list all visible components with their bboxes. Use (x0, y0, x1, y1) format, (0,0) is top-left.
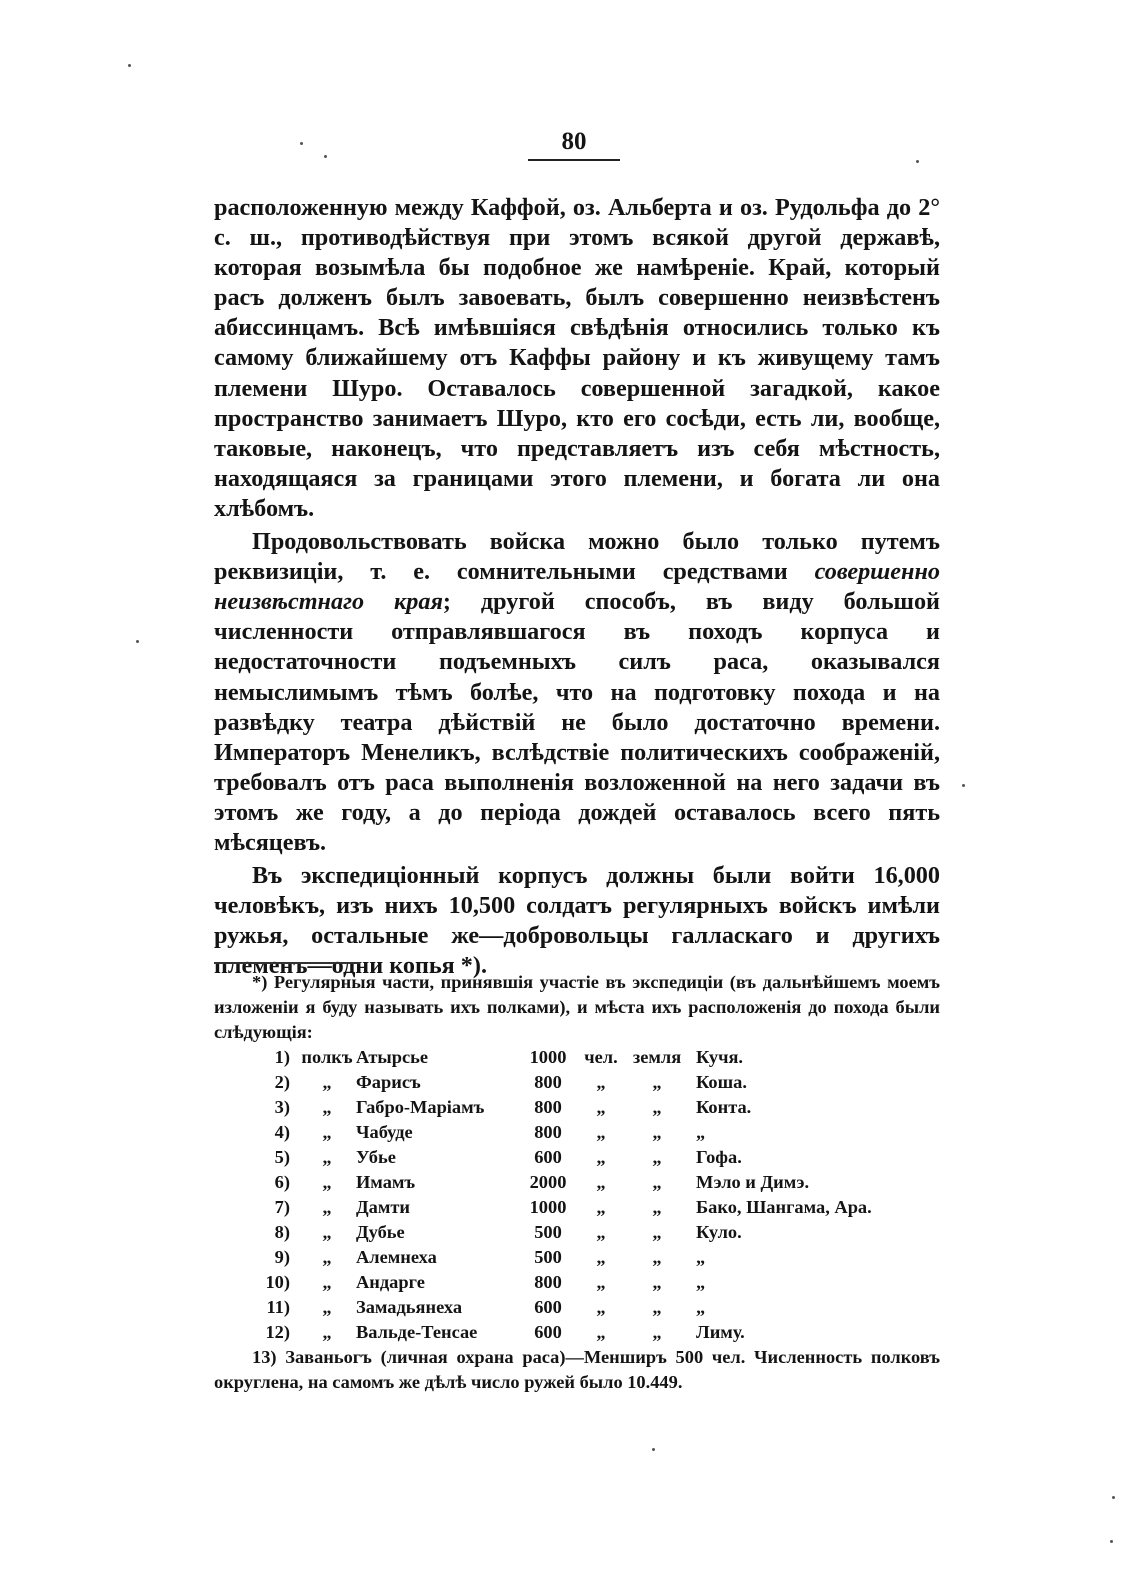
regiment-row (214, 1070, 872, 1095)
regiment-row (214, 1120, 872, 1145)
regiment-place: Лиму. (696, 1322, 745, 1342)
regiment-land: „ (652, 1222, 662, 1242)
scan-speck (1110, 1540, 1113, 1543)
regiments-table (214, 1045, 872, 1345)
regiment-place: „ (696, 1272, 706, 1292)
regiment-count: 800 (534, 1097, 562, 1117)
scan-speck (300, 142, 303, 145)
regiment-row (214, 1045, 872, 1070)
regiment-land: „ (652, 1097, 662, 1117)
scan-speck (136, 640, 139, 643)
regiment-unit: „ (596, 1072, 606, 1092)
regiment-kind: „ (322, 1072, 332, 1092)
regiment-name: Алемнеха (356, 1247, 437, 1267)
regiment-unit: „ (596, 1172, 606, 1192)
regiment-unit: „ (596, 1247, 606, 1267)
regiment-place: Гофа. (696, 1147, 742, 1167)
regiment-place: Мэло и Димэ. (696, 1172, 810, 1192)
regiment-kind: „ (322, 1147, 332, 1167)
regiment-count: 600 (534, 1297, 562, 1317)
regiment-place: „ (696, 1247, 706, 1267)
regiment-num: 11) (266, 1297, 290, 1317)
regiment-place: Куло. (696, 1222, 742, 1242)
regiment-land: „ (652, 1172, 662, 1192)
regiment-kind: „ (322, 1222, 332, 1242)
paragraph-2-text-a: Продовольствовать войска можно было только путемъ реквизиціи, т. е. сомнительными средствами (214, 528, 940, 586)
regiment-row (214, 1270, 872, 1295)
scan-speck (1112, 1496, 1115, 1499)
paragraph-2-text-b: ; другой способъ, въ виду большой численности отправлявшагося въ походъ корпуса и недостаточности подъемныхъ силъ раса, оказывался немыслимымъ тѣмъ болѣе, что на подготовку похода и на развѣдку театра дѣйствій не было достаточно времени. Императоръ Менеликъ, вслѣдствіе политическихъ соображеній, требовалъ отъ раса выполненія возложенной на него задачи въ этомъ же году, а до періода дождей оставалось всего пять мѣсяцевъ. (214, 588, 940, 856)
regiment-place: „ (696, 1122, 706, 1142)
regiment-row (214, 1145, 872, 1170)
regiment-place: Коша. (696, 1072, 747, 1092)
regiment-land: земля (632, 1047, 682, 1067)
scan-speck (916, 160, 919, 163)
regiment-kind: „ (322, 1122, 332, 1142)
regiment-unit: „ (596, 1197, 606, 1217)
regiment-name: Вальде-Тенсае (356, 1322, 478, 1342)
regiment-count: 800 (534, 1272, 562, 1292)
regiment-land: „ (652, 1297, 662, 1317)
regiment-name: Замадьянеха (356, 1297, 463, 1317)
regiment-land: „ (652, 1197, 662, 1217)
regiment-count: 600 (534, 1322, 562, 1342)
regiment-name: Атырсье (356, 1047, 429, 1067)
regiment-row (214, 1245, 872, 1270)
regiment-num: 7) (274, 1197, 290, 1217)
paragraph-1 (214, 193, 940, 524)
regiment-unit: чел. (584, 1047, 618, 1067)
regiment-count: 800 (534, 1072, 562, 1092)
regiment-unit: „ (596, 1322, 606, 1342)
regiment-count: 500 (534, 1222, 562, 1242)
regiment-num: 4) (274, 1122, 290, 1142)
regiment-land: „ (652, 1247, 662, 1267)
regiment-count: 800 (534, 1122, 562, 1142)
regiment-kind: „ (322, 1272, 332, 1292)
regiment-name: Чабуде (356, 1122, 413, 1142)
scan-speck (128, 64, 131, 67)
regiment-num: 3) (274, 1097, 290, 1117)
regiment-num: 5) (274, 1147, 290, 1167)
regiment-kind: „ (322, 1197, 332, 1217)
regiment-count: 1000 (529, 1047, 567, 1067)
regiment-num: 6) (274, 1172, 290, 1192)
paragraph-2-italic: совершенно неизвѣстнаго края (214, 558, 940, 616)
regiment-num: 1) (274, 1047, 290, 1067)
regiment-place: Конта. (696, 1097, 752, 1117)
regiment-place: „ (696, 1297, 706, 1317)
regiment-num: 8) (274, 1222, 290, 1242)
regiment-name: Дамти (356, 1197, 411, 1217)
regiment-unit: „ (596, 1222, 606, 1242)
regiment-unit: „ (596, 1147, 606, 1167)
regiments-table-body (214, 1045, 872, 1345)
regiment-unit: „ (596, 1297, 606, 1317)
regiment-land: „ (652, 1147, 662, 1167)
regiment-count: 600 (534, 1147, 562, 1167)
paragraph-2 (214, 527, 940, 858)
regiment-unit: „ (596, 1097, 606, 1117)
regiment-land: „ (652, 1072, 662, 1092)
regiment-row (214, 1320, 872, 1345)
scan-speck (962, 784, 965, 787)
regiment-kind: „ (322, 1322, 332, 1342)
regiment-name: Андарге (356, 1272, 425, 1292)
regiment-num: 12) (265, 1322, 290, 1342)
regiment-name: Убье (356, 1147, 396, 1167)
regiment-num: 2) (274, 1072, 290, 1092)
scan-speck (652, 1448, 655, 1451)
page-number: 80 (528, 128, 620, 161)
paragraph-3-text: Въ экспедиціонный корпусъ должны были войти 16,000 человѣкъ, изъ нихъ 10,500 солдатъ регулярныхъ войскъ имѣли ружья, остальные же—добровольцы галласкаго и другихъ племенъ—одни копья *). (214, 862, 940, 980)
footnote-intro: *) Регулярныя части, принявшія участіе въ экспедиціи (въ дальнѣйшемъ моемъ изложеніи я буду называть ихъ полками), и мѣста ихъ расположенія до похода были слѣдующія: (214, 972, 940, 1042)
regiment-name: Имамъ (356, 1172, 416, 1192)
regiment-kind: полкъ (301, 1047, 353, 1067)
regiment-place: Кучя. (696, 1047, 743, 1067)
regiment-row (214, 1195, 872, 1220)
regiment-count: 2000 (529, 1172, 567, 1192)
regiment-land: „ (652, 1272, 662, 1292)
regiment-count: 1000 (529, 1197, 567, 1217)
footnote (214, 970, 940, 1395)
main-text (214, 193, 940, 981)
regiment-name: Дубье (356, 1222, 405, 1242)
regiment-kind: „ (322, 1172, 332, 1192)
regiment-kind: „ (322, 1097, 332, 1117)
regiment-name: Габро-Маріамъ (356, 1097, 485, 1117)
regiment-num: 9) (274, 1247, 290, 1267)
regiment-row (214, 1295, 872, 1320)
regiment-row (214, 1170, 872, 1195)
regiment-row (214, 1220, 872, 1245)
footnote-divider (214, 962, 360, 964)
scan-speck (324, 155, 327, 158)
regiment-land: „ (652, 1322, 662, 1342)
regiment-row (214, 1095, 872, 1120)
regiment-num: 10) (265, 1272, 290, 1292)
paragraph-1-text: расположенную между Каффой, оз. Альберта и оз. Рудольфа до 2° с. ш., противодѣйствуя при этомъ всякой другой державѣ, которая возымѣла бы подобное же намѣреніе. Край, который расъ долженъ былъ завоевать, былъ совершенно неизвѣстенъ абиссинцамъ. Всѣ имѣвшіяся свѣдѣнія относились только къ самому ближайшему отъ Каффы району и къ живущему тамъ племени Шуро. Оставалось совершенной загадкой, какое пространство занимаетъ Шуро, кто его сосѣди, есть ли, вообще, таковые, наконецъ, что представляетъ изъ себя мѣстность, находящаяся за границами этого племени, и богата ли она хлѣбомъ. (214, 194, 940, 522)
regiment-unit: „ (596, 1272, 606, 1292)
footnote-tail: 13) Заваньогъ (личная охрана раса)—Менширъ 500 чел. Численность полковъ округлена, на самомъ же дѣлѣ число ружей было 10.449. (214, 1347, 940, 1392)
regiment-name: Фарисъ (356, 1072, 421, 1092)
regiment-kind: „ (322, 1297, 332, 1317)
regiment-count: 500 (534, 1247, 562, 1267)
regiment-unit: „ (596, 1122, 606, 1142)
regiment-place: Бако, Шангама, Ара. (696, 1197, 872, 1217)
regiment-kind: „ (322, 1247, 332, 1267)
regiment-land: „ (652, 1122, 662, 1142)
